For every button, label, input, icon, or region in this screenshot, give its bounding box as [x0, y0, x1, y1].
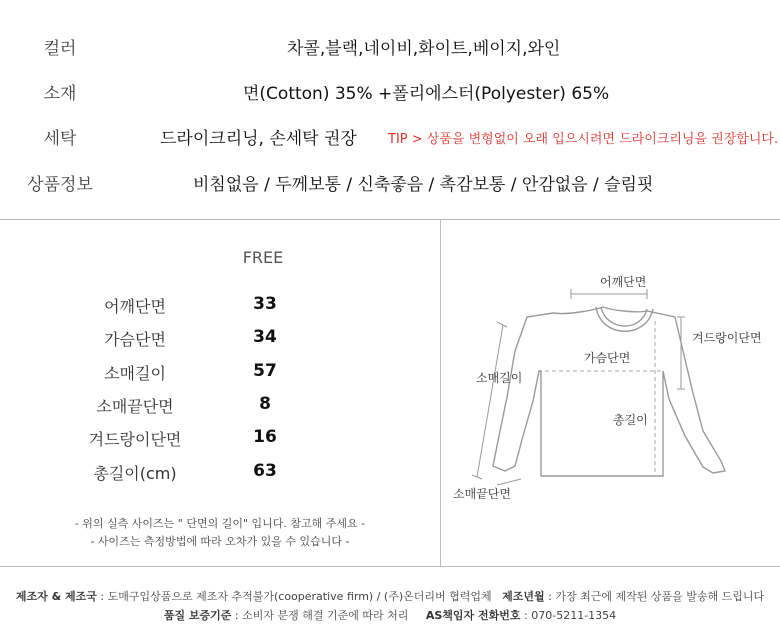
size-label: 소매끝단면	[96, 397, 174, 416]
size-row	[40, 327, 330, 353]
label-sleeve: 소매길이	[476, 371, 523, 385]
maker-value: : 도매구입상품으로 제조자 추적불가(cooperative firm) / (주)온더리버 협력업체	[96, 590, 492, 603]
label-armpit: 겨드랑이단면	[692, 331, 762, 345]
size-label: 가슴단면	[104, 330, 166, 349]
size-row	[40, 394, 330, 420]
size-value: 63	[253, 461, 277, 481]
divider-top	[0, 219, 780, 220]
as-value: : 070-5211-1354	[520, 609, 617, 622]
size-row	[40, 461, 330, 487]
info-row-product	[0, 166, 780, 196]
size-label: 겨드랑이단면	[88, 430, 182, 449]
info-label: 세탁	[43, 129, 77, 149]
label-cuff: 소매끝단면	[453, 487, 511, 501]
info-label: 상품정보	[27, 175, 93, 195]
info-value: 드라이크리닝, 손세탁 권장	[160, 129, 357, 149]
footer-line-2	[0, 607, 780, 623]
size-value: 16	[253, 427, 277, 447]
info-value: 차콜,블랙,네이비,화이트,베이지,와인	[287, 39, 561, 59]
size-column-header: FREE	[242, 248, 284, 267]
size-value: 8	[259, 394, 271, 414]
size-label: 어깨단면	[104, 297, 166, 316]
info-label: 소재	[43, 84, 77, 104]
maker-label: 제조자 & 제조국	[15, 590, 97, 603]
size-row	[40, 361, 330, 387]
as-label: AS책임자 전화번호	[425, 609, 521, 622]
label-chest: 가슴단면	[584, 351, 631, 365]
info-row-wash	[0, 120, 780, 150]
quality-label: 품질 보증기준	[163, 609, 232, 622]
date-value: : 가장 최근에 제작된 상품을 발송해 드립니다	[544, 590, 765, 603]
size-row	[40, 427, 330, 453]
shirt-body	[493, 307, 725, 476]
label-shoulder: 어깨단면	[600, 275, 647, 289]
size-note: - 사이즈는 측정방법에 따라 오차가 있을 수 있습니다 -	[90, 535, 350, 548]
info-row-material	[0, 75, 780, 105]
divider-bottom	[0, 566, 780, 567]
info-row-color	[0, 30, 780, 60]
garment-diagram	[441, 221, 779, 569]
quality-value: : 소비자 분쟁 해결 기준에 따라 처리	[231, 609, 409, 622]
size-value: 57	[253, 361, 277, 381]
wash-tip: TIP > 상품을 변형없이 오래 입으시려면 드라이크리닝을 권장합니다.	[388, 132, 779, 147]
label-total: 총길이	[613, 413, 648, 427]
info-value: 면(Cotton) 35% +폴리에스터(Polyester) 65%	[243, 84, 610, 104]
size-label: 총길이(cm)	[93, 464, 177, 483]
size-label: 소매길이	[104, 364, 166, 383]
size-value: 33	[253, 294, 277, 314]
size-row	[40, 294, 330, 320]
size-value: 34	[253, 327, 277, 347]
date-label: 제조년월	[502, 590, 545, 603]
footer-line-1	[0, 588, 780, 604]
size-note: - 위의 실측 사이즈는 " 단면의 길이" 입니다. 참고해 주세요 -	[74, 517, 366, 530]
info-label: 컬러	[43, 39, 77, 59]
info-value: 비침없음 / 두께보통 / 신축좋음 / 촉감보통 / 안감없음 / 슬림핏	[193, 175, 654, 195]
